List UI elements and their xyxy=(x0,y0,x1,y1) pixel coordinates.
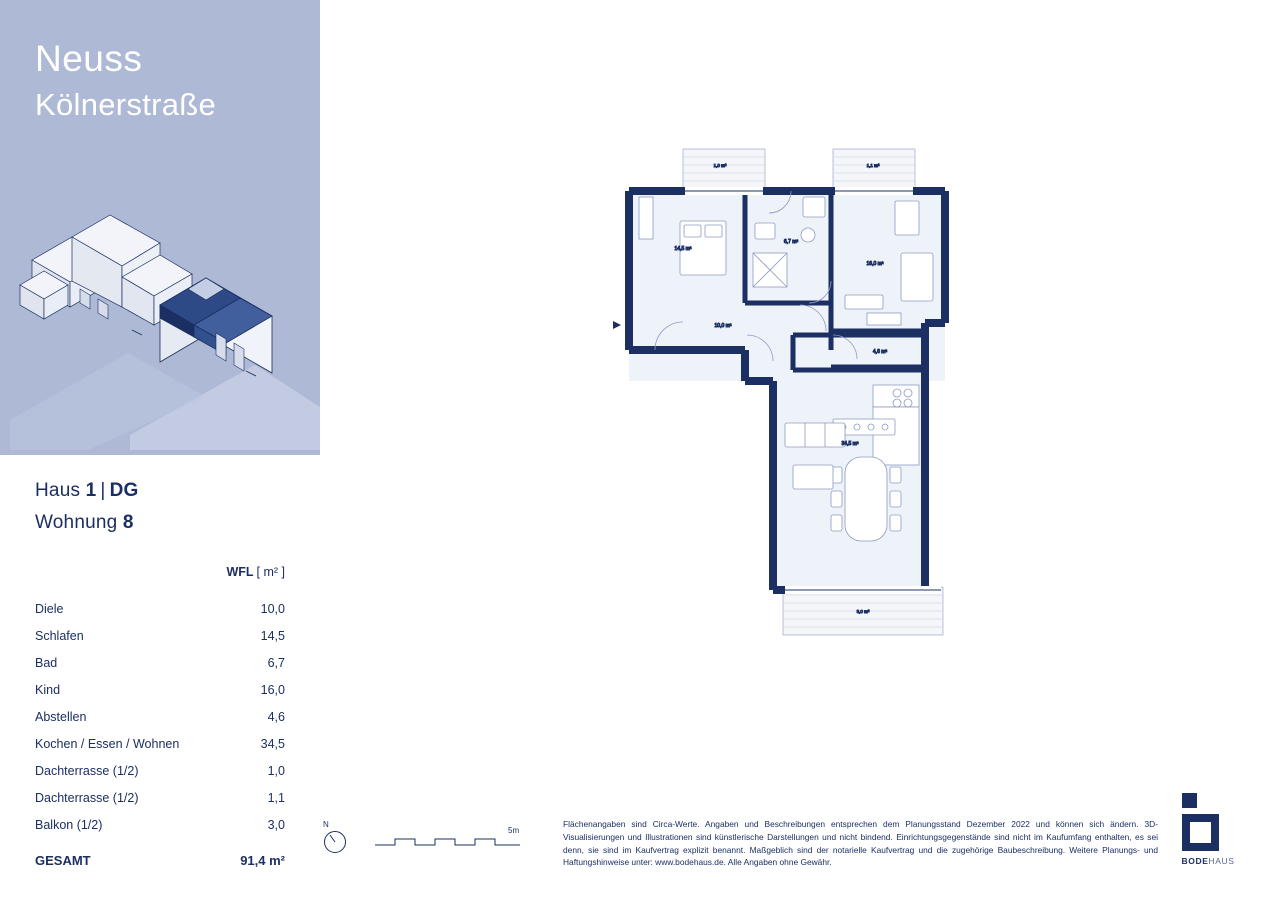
room-area: 6,7 xyxy=(267,655,285,670)
table-row xyxy=(35,730,285,757)
table-row xyxy=(35,757,285,784)
floor-label: DG xyxy=(109,480,139,501)
project-header-panel xyxy=(0,0,320,455)
table-row xyxy=(35,784,285,811)
total-row xyxy=(35,838,285,868)
haus-label: Haus xyxy=(35,480,81,501)
room-label: Bad xyxy=(35,655,58,670)
room-area: 1,0 xyxy=(267,763,285,778)
room-label: Abstellen xyxy=(35,709,87,724)
table-row xyxy=(35,595,285,622)
svg-text:16,0 m²: 16,0 m² xyxy=(866,261,884,267)
room-label: Balkon (1/2) xyxy=(35,817,103,832)
building-massing-illustration xyxy=(10,185,320,450)
room-area: 3,0 xyxy=(267,817,285,832)
table-row xyxy=(35,676,285,703)
table-row xyxy=(35,622,285,649)
legal-disclaimer: Flächenangaben sind Circa-Werte. Angaben und Beschreibungen entsprechen dem Planungsstand Dezember 2022 und können sich ändern. 3D-Visualisierungen und Illustrationen sind künstlerische Darstellungen und nicht bindend. Einrichtungsgegenstände sind nicht im Kaufumfang enthalten, es sei denn, sie sind im Kaufvertrag explizit benannt. Maßgeblich sind der notarielle Kaufvertrag und die zugehörige Baubeschreibung. Weitere Planungs- und Haftungshinweise unter: www.bodehaus.de. Alle Angaben ohne Gewähr. xyxy=(563,819,1158,868)
room-area: 14,5 xyxy=(260,628,285,643)
logo-name-bold: BODE xyxy=(1181,856,1209,866)
svg-text:1,1 m²: 1,1 m² xyxy=(866,163,880,168)
wohnung-number: 8 xyxy=(122,512,134,533)
logo-wordmark xyxy=(1171,856,1245,866)
svg-text:34,5 m²: 34,5 m² xyxy=(841,441,859,447)
company-logo xyxy=(1171,793,1245,873)
wfl-label: WFL xyxy=(226,565,254,579)
logo-name-light: HAUS xyxy=(1208,856,1235,866)
unit-identification xyxy=(35,480,295,534)
room-area: 16,0 xyxy=(260,682,285,697)
project-city: Neuss xyxy=(35,38,143,79)
area-schedule xyxy=(35,565,285,868)
wohnung-line xyxy=(35,512,295,534)
svg-text:1,0 m²: 1,0 m² xyxy=(713,163,727,168)
room-label: Dachterrasse (1/2) xyxy=(35,763,139,778)
table-row xyxy=(35,811,285,838)
room-area: 10,0 xyxy=(260,601,285,616)
table-row xyxy=(35,649,285,676)
logo-square-shape xyxy=(1182,814,1219,851)
wohnung-label: Wohnung xyxy=(35,512,118,533)
svg-text:4,6 m²: 4,6 m² xyxy=(872,349,888,355)
room-area: 1,1 xyxy=(267,790,285,805)
total-value: 91,4 m² xyxy=(240,853,285,868)
haus-separator: | xyxy=(100,480,106,501)
project-title xyxy=(35,38,216,125)
area-schedule-header xyxy=(35,565,285,595)
svg-text:6,7 m²: 6,7 m² xyxy=(783,239,799,245)
haus-number: 1 xyxy=(85,480,97,501)
haus-line xyxy=(35,480,295,502)
floorplan-drawing xyxy=(595,135,1005,655)
room-label: Kochen / Essen / Wohnen xyxy=(35,736,180,751)
scale-label: 5m xyxy=(508,826,520,835)
project-street: Kölnerstraße xyxy=(35,86,217,122)
north-and-scale xyxy=(320,815,535,865)
svg-text:3,0 m²: 3,0 m² xyxy=(856,609,870,614)
north-label: N xyxy=(323,820,329,829)
svg-text:10,0 m²: 10,0 m² xyxy=(714,323,732,329)
total-label: GESAMT xyxy=(35,853,91,868)
room-label: Kind xyxy=(35,682,61,697)
room-label: Diele xyxy=(35,601,64,616)
wfl-unit: [ m² ] xyxy=(256,565,285,579)
table-row xyxy=(35,703,285,730)
logo-mark-icon xyxy=(1182,793,1234,851)
room-area: 4,6 xyxy=(267,709,285,724)
logo-dot-shape xyxy=(1182,793,1197,808)
room-label: Dachterrasse (1/2) xyxy=(35,790,139,805)
room-area: 34,5 xyxy=(260,736,285,751)
room-label: Schlafen xyxy=(35,628,84,643)
svg-text:14,5 m²: 14,5 m² xyxy=(674,246,692,252)
